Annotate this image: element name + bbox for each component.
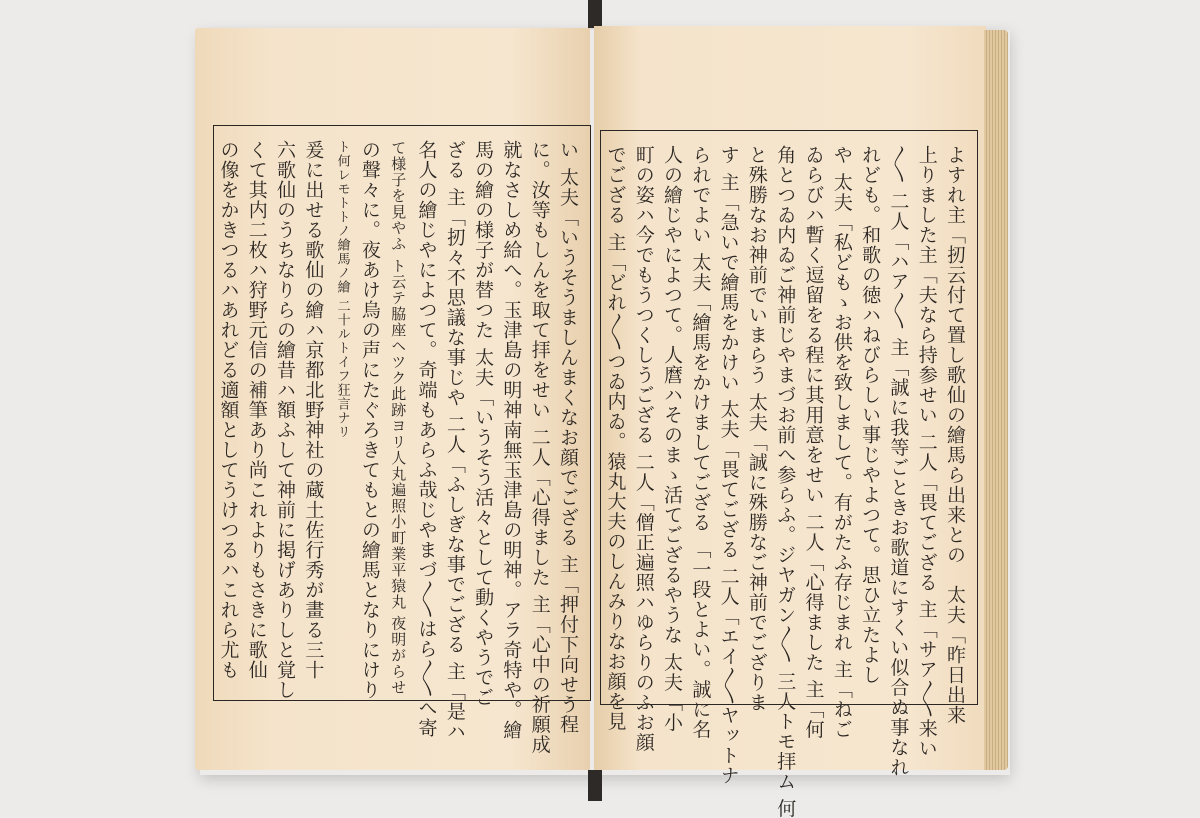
text-column: 上りました主「夫なら持参せい 二人「畏てござる 主「サア〳〵来い bbox=[915, 145, 938, 759]
left-page-text bbox=[217, 140, 582, 755]
text-column: くて其内二枚ハ狩野元信の補筆あり尚これよりもさきに歌仙 bbox=[245, 140, 268, 680]
text-column: い 太夫「いうそうましんまくなお顔でござる 主「押付下向せう程 bbox=[557, 140, 579, 735]
text-column: られでよい 太夫「繪馬をかけましてござる 「一段とよい。誠に名 bbox=[689, 145, 712, 740]
book-spine-bottom bbox=[588, 770, 602, 801]
text-column: て様子を見やふ ト云テ脇座ヘツク此跡ヨリ人丸遍照小町業平猿丸 夜明がらせ bbox=[389, 140, 408, 696]
text-column: の像をかきつるハあれどる適額としてうけつるハこれら尤も bbox=[217, 140, 240, 680]
text-column: 就なさしめ給へ。玉津島の明神南無玉津島の明神。アラ奇特や。繪 bbox=[500, 140, 523, 740]
text-column: 名人の繪じやによつて。奇端もあらふ哉じやまづ〳〵はら〳〵へ寄 bbox=[415, 140, 438, 738]
text-column: に。汝等もしんを取て拝をせい 二人「心得ました 主「心中の祈願成 bbox=[528, 140, 551, 755]
text-column: 町の姿ハ今でもうつくしうござる 二人「僧正遍照ハゆらりのふお顔 bbox=[632, 145, 655, 753]
text-column: す 主「急いで繪馬をかけい 太夫「畏てござる 二人「エイ〳〵ヤットナ bbox=[717, 145, 740, 786]
text-column: 六歌仙のうちなりらの繪昔ハ額ふして神前に掲げありしと覚し bbox=[274, 140, 297, 700]
left-page-text-frame bbox=[213, 125, 591, 755]
right-page-text bbox=[604, 145, 969, 818]
text-column: 角とつゐ内ゐご神前じやまづお前へ参らふ。ジヤガン〳〵 三人トモ拝ム 何 bbox=[774, 145, 797, 818]
book-spine-top bbox=[588, 0, 602, 28]
text-column: れども。和歌の徳ハねびらしい事じやよつて。思ひ立たよし bbox=[859, 145, 882, 685]
text-column: 馬の繪の様子が替つた 太夫「いうそう活々として動くやうでご bbox=[472, 140, 495, 708]
text-column: ト何レモトトノ繪馬ノ繪 二十ルトイフ狂言ナリ bbox=[334, 140, 350, 440]
text-column: と殊勝なお神前でいまらう 太夫「誠に殊勝なご神前でござりま bbox=[745, 145, 768, 713]
text-column: 〳〵 二人「ハア〳〵 主「誠に我等ごときお歌道にすくい似合ぬ事なれ bbox=[887, 145, 910, 778]
text-column: 人の繪じやによつて。人麿ハそのまゝ活てござるやうな 太夫「小 bbox=[661, 145, 684, 733]
text-column: よすれ主「扨云付て置し歌仙の繪馬ら出来との 太夫「昨日出来 bbox=[944, 145, 966, 725]
text-column: ゐらびハ暫く逗留をる程に其用意をせい 二人「心得ました 主「何 bbox=[802, 145, 825, 740]
page-edges bbox=[984, 30, 1008, 770]
text-column: の聲々に。夜あけ烏の声にたぐろきてもとの繪馬となりにけり bbox=[358, 140, 381, 700]
text-column: でござる 主「どれ〳〵つゐ内ゐ。猿丸大夫のしんみりなお顔を見 bbox=[604, 145, 627, 732]
text-column: ざる 主「扨々不思議な事じや 二人「ふしぎな事でござる 主「是ハ bbox=[443, 140, 466, 742]
text-column: や 太夫「私どもゝお供を致しまして。有がたふ存じまれ 主「ねご bbox=[830, 145, 853, 740]
right-page-text-frame bbox=[600, 130, 978, 818]
text-column: 爰に出せる歌仙の繪ハ京都北野神社の蔵土佐行秀が畫る三十 bbox=[302, 140, 325, 680]
